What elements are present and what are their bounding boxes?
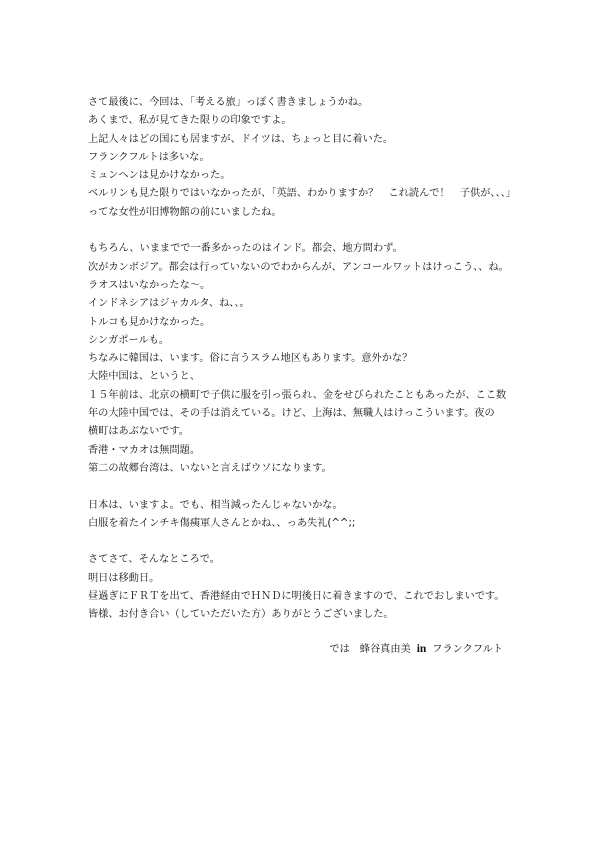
paragraph-gap (88, 478, 528, 496)
text-line: １５年前は、北京の横町で子供に服を引っ張られ、金をせびられたこともあったが、ここ数 (88, 389, 507, 401)
signature-place: フランクフルト (432, 644, 503, 655)
text-line: ミュンヘンは見かけなかった。 (88, 170, 231, 182)
text-line: 次がカンボジア。都会は行っていないのでわからんが、アンコールワットはけっこう、、ね。 (88, 261, 509, 273)
text-line: さて最後に、今回は、「考える旅」っぽく書きましょうかね。 (88, 97, 369, 108)
text-line: シンガポールも。 (88, 334, 170, 346)
text-line: 上記人々はどの国にも居ますが、ドイツは、ちょっと目に着いた。 (88, 133, 394, 145)
letter-body (88, 94, 528, 625)
text-line: さてさて、そんなところで。 (88, 554, 220, 566)
signature-line (329, 642, 503, 657)
text-line: 年の大陸中国では、その手は消えている。けど、上海は、無職人はけっこういます。夜の (88, 408, 495, 420)
signature-prefix: では (329, 644, 350, 655)
signature-in: in (416, 643, 427, 655)
text-line: もちろん、いままでで一番多かったのはインド。都会、地方問わず。 (88, 243, 403, 255)
signature-author: 蜂谷真由美 (359, 644, 411, 655)
text-line: 香港・マカオは無問題。 (88, 444, 201, 456)
text-line: トルコも見かけなかった。 (88, 316, 211, 328)
text-line: ちなみに韓国は、います。俗に言うスラム地区もあります。意外かな？ (88, 353, 413, 365)
text-line: 横町はあぶないです。 (88, 426, 190, 438)
text-line: 第二の故郷台湾は、いないと言えばウソになります。 (88, 462, 332, 474)
text-line: 皆様、お付き合い（していただいた方）ありがとうございました。 (88, 609, 394, 621)
text-line: ラオスはいなかったな〜。 (88, 279, 211, 291)
paragraph-gap (88, 222, 528, 240)
text-line: 明日は移動日。 (88, 572, 160, 584)
text-line: 日本は、いますよ。でも、相当減ったんじゃないかな。 (88, 499, 343, 511)
text-line: 白服を着たインチキ傷痍軍人さんとかね、、っあ失礼(^^;; (88, 517, 356, 529)
text-line: フランクフルトは多いな。 (88, 151, 210, 163)
text-line: ベルリンも見た限りではいなかったが、「英語、わかりますか？ これ読んで！ 子供が、、、」 (88, 188, 516, 200)
text-line: ってな女性が旧博物館の前にいましたね。 (88, 206, 282, 218)
text-line: 昼過ぎにＦＲＴを出て、香港経由でＨＮＤに明後日に着きますので、これでおしまいです。 (88, 591, 505, 603)
text-line: あくまで、私が見てきた限りの印象ですよ。 (88, 115, 292, 127)
text-line: 大陸中国は、というと、 (88, 371, 201, 383)
paragraph-gap (88, 533, 528, 551)
text-line: インドネシアはジャカルタ、ね、、。 (88, 298, 250, 310)
